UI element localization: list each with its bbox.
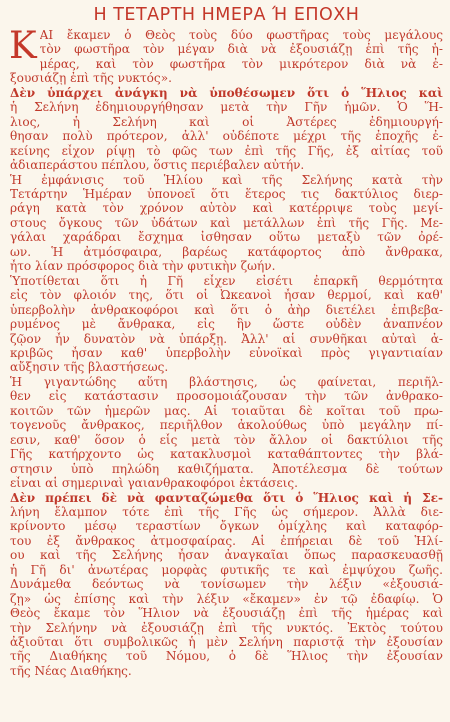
text-line: γάλαι χαράδραι ἔσχημα ἰσθησαν οὕτω μεταξὺ τῶν ὀρέ-: [10, 230, 443, 245]
text-line: ζῃ» ὡς ἐπίσης καὶ τὴν λέξιν «ἔκαμεν» ἐν τῷ ἐδαφίῳ. Ὁ: [10, 591, 443, 606]
text-line: στους ὄγκους τῶν ὑδάτων καὶ μετάλλων ἐπὶ τῆς Γῆς. Με-: [10, 215, 443, 230]
text-line: λιος, ἡ Σελήνη καὶ οἱ Ἀστέρες ἐδημιουργή-: [10, 114, 443, 129]
text-line: Ἡ γιγαντώδης αὕτη βλάστησις, ὡς φαίνεται, περιῆλ-: [10, 374, 443, 389]
text-line: κριβῶς ἦσαν καθ' ὑπερβολὴν εὐνοϊκαὶ πρὸς γιγαντιαίαν: [10, 345, 443, 360]
text-line: στησιν ὑπὸ πηλώδη καθιζήματα. Ἀποτέλεσμα δὲ τούτων: [10, 461, 443, 476]
text-line: ΑΙ ἔκαμεν ὁ Θεὸς τοὺς δύο φωστῆρας τοὺς μεγάλους: [39, 28, 443, 42]
text-line: τογενοῦς ἄνθρακος, περιῆλθον ἀκολούθως ὑπὸ μεγάλην πί-: [10, 418, 443, 433]
text-line: ἦτο λίαν πρόσφορος διὰ τὴν φυτικὴν ζωήν.: [10, 259, 276, 274]
text-line: κρίνοντο μέσῳ τεραστίων ὄγκων ὁμίχλης καὶ καταφόρ-: [10, 519, 443, 534]
text-line: κοιτῶν τῶν ἡμερῶν μας. Αἱ τοιαῦται δὲ κοῖται τοῦ πρω-: [10, 403, 443, 418]
text-line: ων. Ἡ ἀτμόσφαιρα, βαρέως κατάφορτος ἀπὸ ἄνθρακα,: [10, 244, 443, 259]
text-line: ράγη κατὰ τὸν χρόνον αὐτὸν καὶ κατέρριψε τοὺς μεγί-: [10, 201, 443, 216]
paragraph: [10, 491, 443, 679]
text-line: Τετάρτην Ἡμέραν ὑπονοεῖ ὅτι ἕτερος τις δακτύλιος διερ-: [10, 186, 443, 201]
text-line: τῆς Διαθήκης τοῦ Νόμου, ὁ δὲ Ἥλιος τὴν ἐξουσίαν: [10, 649, 443, 664]
text-line: Θεὸς ἔκαμε τὸν Ἥλιον νὰ ἐξουσιάζῃ ἐπὶ τῆς ἡμέρας καὶ: [10, 606, 443, 621]
text-line: εσιν, καθ' ὅσον ὁ εἷς μετὰ τὸν ἄλλον οἱ δακτύλιοι τῆς: [10, 432, 443, 447]
text-line: Ὑποτίθεται ὅτι ἡ Γῆ εἶχεν εἰσέτι ἐπαρκῆ θερμότητα: [10, 273, 443, 288]
paragraph: [10, 173, 443, 274]
text-line: του ἐξ ἄνθρακος ἀτμοσφαίρας. Αἱ ἐπήρειαι δὲ τοῦ Ἡλί-: [10, 533, 443, 548]
text-line: Δυνάμεθα δεόντως νὰ τονίσωμεν τὴν λέξιν «ἐξουσιά-: [10, 577, 443, 592]
text-line: κείνης εἶχον ρίψῃ τὸ φῶς των ἐπὶ τῆς Γῆς, ἐξ αἰτίας τοῦ: [10, 143, 443, 158]
text-line: Δὲν πρέπει δὲ νὰ φανταζώμεθα ὅτι ὁ Ἥλιος καὶ ἡ Σε-: [10, 490, 443, 505]
text-line: ἀδιαπεράστου πέπλου, ὅστις περιέβαλεν αὐτήν.: [10, 158, 305, 173]
text-line: τὸν φωστῆρα τὸν μέγαν διὰ νὰ ἐξουσιάζῃ ἐπὶ τῆς ἡ-: [39, 42, 443, 57]
text-line: ρυμένος μὲ ἄνθρακα, εἰς ἣν ὥστε οὐδὲν ἀναπνέον: [10, 317, 443, 332]
text-line: τῆς Νέας Διαθήκης.: [10, 663, 132, 678]
text-line: ξουσιάζῃ ἐπὶ τῆς νυκτός».: [10, 71, 172, 86]
text-line: Ἡ ἐμφάνισις τοῦ Ἡλίου καὶ τῆς Σελήνης κατὰ τὴν: [10, 172, 443, 187]
article-body: [9, 24, 443, 678]
text-line: λήνη ἔλαμπον τότε ἐπὶ τῆς Γῆς ὡς σήμερον. Ἀλλὰ διε-: [10, 504, 443, 519]
text-line: ου καὶ τῆς Σελήνης ἦσαν ἀναγκαῖαι ὅπως παρασκευασθῇ: [10, 548, 443, 563]
text-line: μέρας, καὶ τὸν φωστῆρα τὸν μικρότερον διὰ νὰ ἐ-: [39, 56, 443, 71]
text-line: θησαν πολὺ πρότερον, ἀλλ' οὐδέποτε μέχρι τῆς ἐποχῆς ἐ-: [10, 129, 443, 144]
paragraph: [9, 24, 443, 86]
page-title: Η ΤΕΤΑΡΤΗ ΗΜΕΡΑ Ή ΕΠΟΧΗ: [93, 5, 360, 25]
text-line: ἡ Σελήνη ἐδημιουργήθησαν μετὰ τὴν Γῆν ἡμῶν. Ὁ Ἥ-: [10, 100, 443, 115]
text-line: τὴν Σελήνην νὰ ἐξουσιάζῃ ἐπὶ τῆς νυκτός. Ἐκτὸς τούτου: [10, 620, 443, 635]
paragraph: [10, 86, 443, 173]
paragraph: [10, 375, 443, 491]
text-line: θεν εἰς κατάστασιν προσομοιάζουσαν τὴν τῶν ἀνθρακο-: [10, 389, 443, 404]
text-line: αὔξησιν τῆς βλαστήσεως.: [10, 360, 169, 375]
text-line: εἶναι αἱ σημεριναὶ γαιανθρακοφόροι ἐκτάσεις.: [10, 476, 299, 491]
text-line: εἰς τὸν φλοιόν της, ὅτι οἱ Ὠκεανοὶ ἦσαν θερμοί, καὶ καθ': [10, 288, 443, 303]
text-line: Δὲν ὑπάρχει ἀνάγκη νὰ ὑποθέσωμεν ὅτι ὁ Ἥλιος καὶ: [10, 85, 443, 100]
drop-cap: Κ: [9, 24, 37, 67]
text-line: ζῷον ἦν δυνατὸν νὰ ὑπάρξῃ. Ἀλλ' αἱ συνθῆκαι αὐταὶ ἀ-: [10, 331, 443, 346]
text-line: Γῆς κατήρχοντο ὡς κατακλυσμοὶ καταθάπτοντες τὴν βλά-: [10, 447, 443, 462]
text-line: ἡ Γῆ δι' ἀνωτέρας μορφὰς φυτικῆς τε καὶ ἐμψύχου ζωῆς.: [10, 562, 443, 577]
text-line: ἀξιοῦται ὅτι συμβολικῶς ἡ μὲν Σελήνη παριστᾷ τὴν ἐξουσίαν: [10, 635, 443, 650]
paragraph: [10, 274, 443, 375]
text-line: ὑπερβολὴν ἀνθρακοφόροι καὶ ὅτι ὁ ἀὴρ διετέλει ἐπιβεβα-: [10, 302, 443, 317]
